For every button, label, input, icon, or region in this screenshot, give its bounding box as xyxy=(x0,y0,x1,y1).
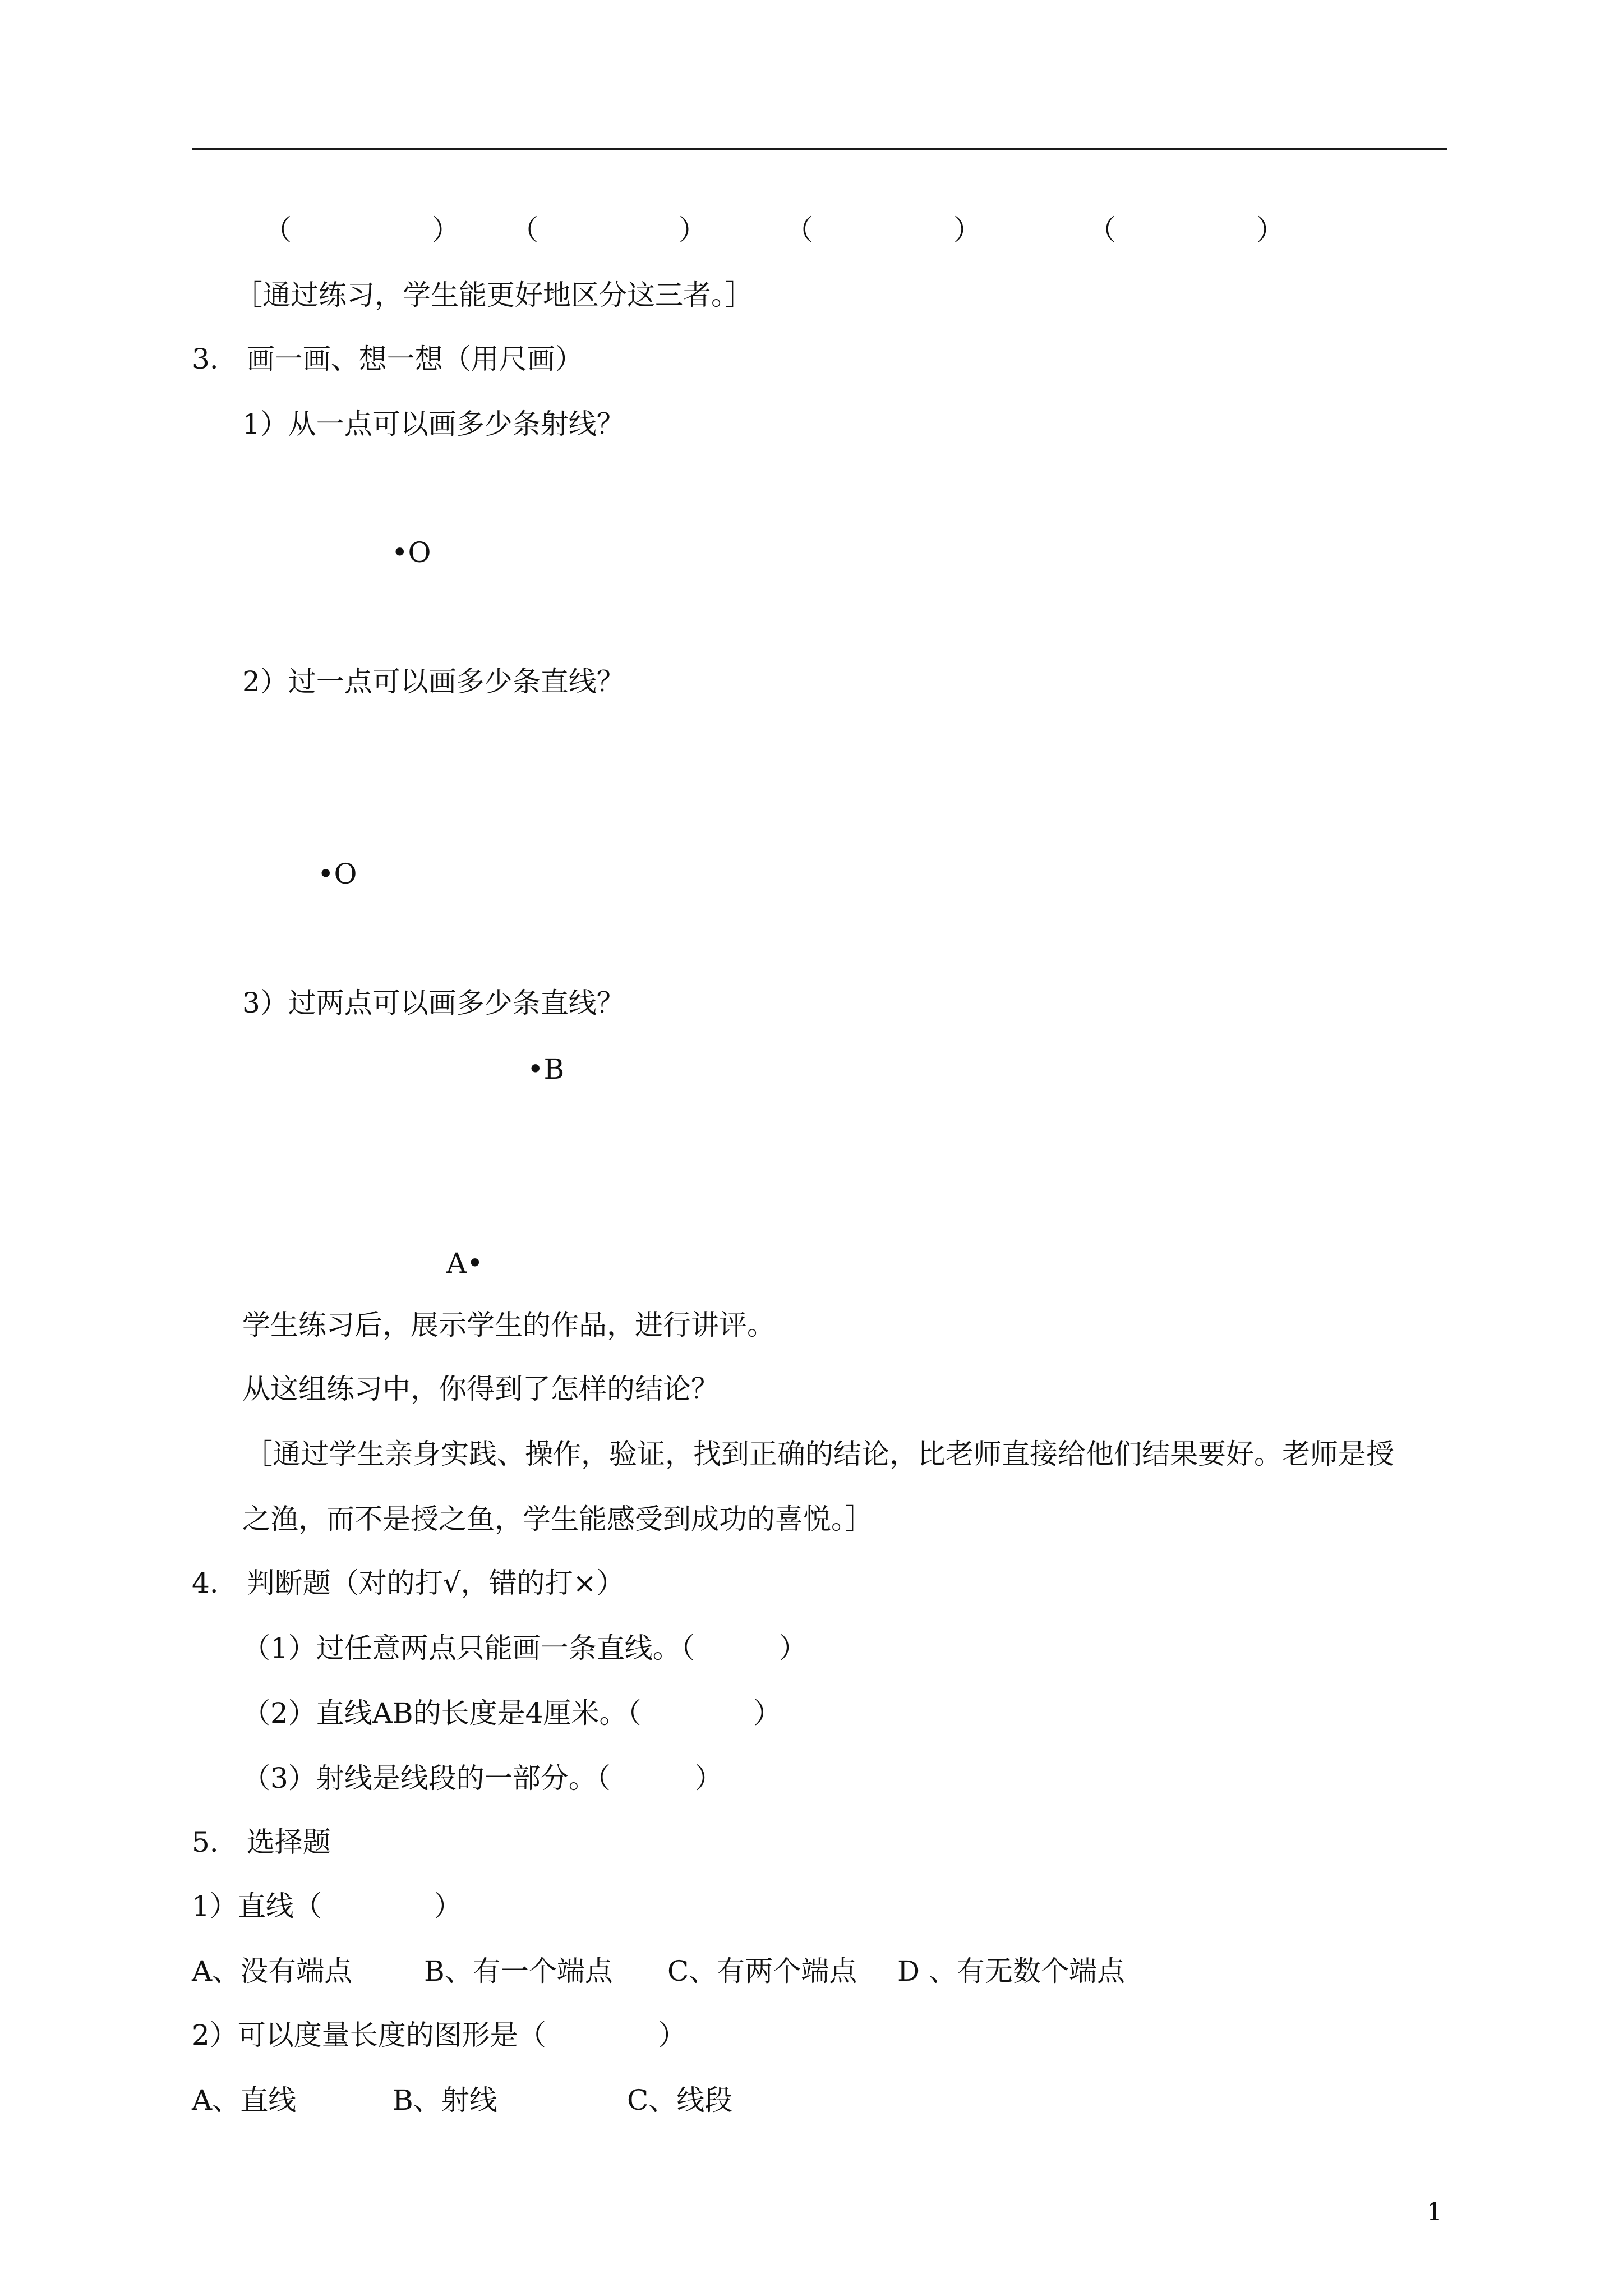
choice-2-option-c: C、线段 xyxy=(627,2084,733,2116)
question-3-1: 1）从一点可以画多少条射线？ xyxy=(242,408,625,440)
teaching-note-1: ［通过练习，学生能更好地区分这三者。］ xyxy=(234,279,753,311)
page-number: 1 xyxy=(1427,2198,1442,2226)
section-4-title: 4. 判断题（对的打√，错的打×） xyxy=(192,1567,625,1599)
judgment-item-2: （2）直线AB的长度是4厘米。（ ） xyxy=(242,1697,782,1729)
choice-question-2: 2）可以度量长度的图形是（ ） xyxy=(192,2019,686,2051)
point-b: •B xyxy=(527,1053,565,1085)
answer-bracket-1: （ ） xyxy=(264,214,460,246)
teaching-note-2-line-2: 之渔，而不是授之鱼，学生能感受到成功的喜悦。］ xyxy=(242,1503,873,1535)
answer-bracket-4: （ ） xyxy=(1088,214,1284,246)
choice-2-option-a: A、直线 xyxy=(192,2084,297,2116)
section-5-title: 5. 选择题 xyxy=(192,1826,331,1858)
teaching-note-2-line-1: ［通过学生亲身实践、操作，验证，找到正确的结论，比老师直接给他们结果要好。老师是授 xyxy=(245,1438,1394,1470)
choice-1-option-b: B、有一个端点 xyxy=(424,1955,613,1987)
choice-1-option-a: A、没有端点 xyxy=(192,1955,353,1987)
choice-1-option-c: C、有两个端点 xyxy=(667,1955,857,1987)
point-o-1: •O xyxy=(391,536,431,569)
choice-1-option-d: D 、有无数个端点 xyxy=(897,1955,1125,1987)
header-rule xyxy=(192,148,1447,150)
judgment-item-3: （3）射线是线段的一部分。（ ） xyxy=(242,1762,723,1795)
choice-question-1: 1）直线（ ） xyxy=(192,1890,462,1922)
answer-bracket-3: （ ） xyxy=(785,214,981,246)
question-3-3: 3）过两点可以画多少条直线？ xyxy=(242,987,625,1019)
question-3-2: 2）过一点可以画多少条直线？ xyxy=(242,665,625,698)
point-o-2: •O xyxy=(317,858,357,890)
paragraph-review: 学生练习后，展示学生的作品，进行讲评。 xyxy=(242,1309,775,1341)
paragraph-question: 从这组练习中，你得到了怎样的结论？ xyxy=(242,1373,719,1405)
point-a: A• xyxy=(446,1247,483,1280)
judgment-item-1: （1）过任意两点只能画一条直线。（ ） xyxy=(242,1632,807,1664)
answer-bracket-2: （ ） xyxy=(510,214,707,246)
section-3-title: 3. 画一画、想一想（用尺画） xyxy=(192,343,583,375)
choice-2-option-b: B、射线 xyxy=(393,2084,497,2116)
